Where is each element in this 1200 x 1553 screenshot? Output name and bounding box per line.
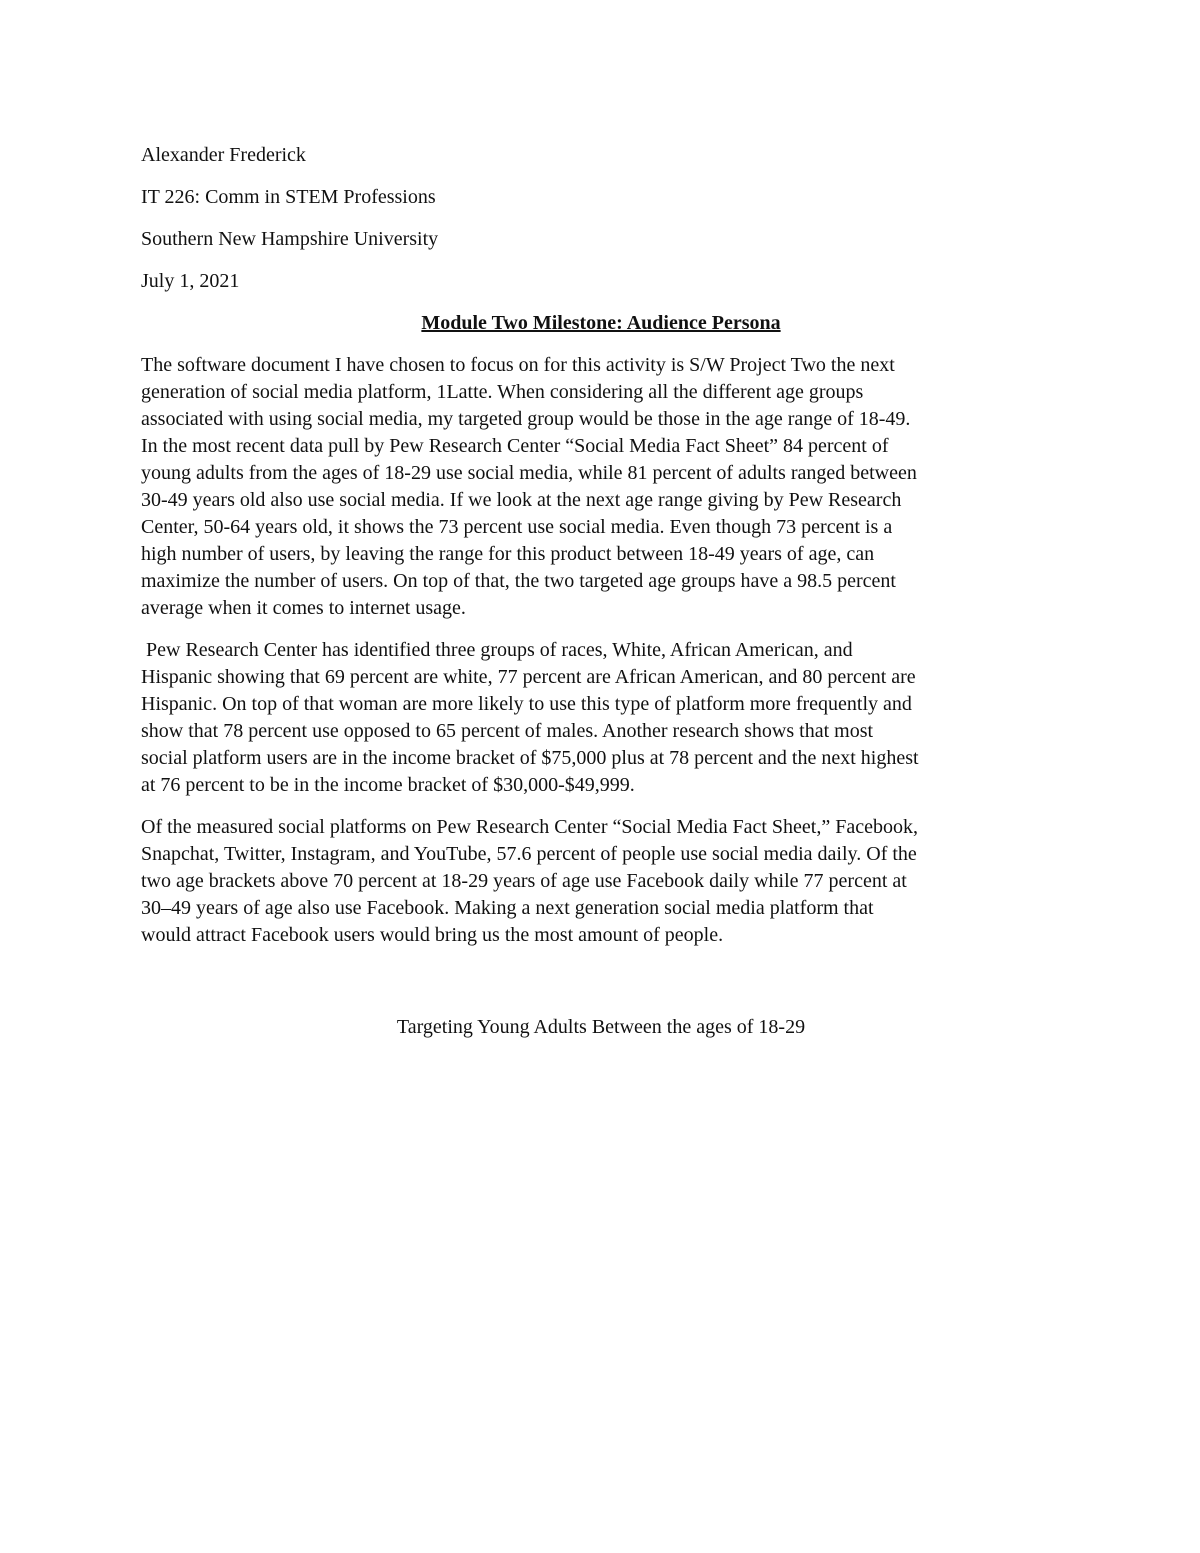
paragraph-line: generation of social media platform, 1Latte. When considering all the different age groups <box>141 381 864 403</box>
document-title: Module Two Milestone: Audience Persona <box>421 312 781 334</box>
author-name: Alexander Frederick <box>141 144 306 166</box>
paragraph-line: at 76 percent to be in the income bracket of $30,000-$49,999. <box>141 774 635 796</box>
paragraph-line: Pew Research Center has identified three groups of races, White, African American, and <box>141 639 853 661</box>
paragraph-line: show that 78 percent use opposed to 65 percent of males. Another research shows that most <box>141 720 874 742</box>
paragraph-line: two age brackets above 70 percent at 18-29 years of age use Facebook daily while 77 percent at <box>141 870 907 892</box>
paragraph-line: Of the measured social platforms on Pew Research Center “Social Media Fact Sheet,” Facebook, <box>141 816 918 838</box>
paragraph-1 <box>141 352 1061 622</box>
paragraph-line: 30-49 years old also use social media. If we look at the next age range giving by Pew Research <box>141 489 902 511</box>
paragraph-line: The software document I have chosen to focus on for this activity is S/W Project Two the next <box>141 354 895 376</box>
paragraph-line: Snapchat, Twitter, Instagram, and YouTube, 57.6 percent of people use social media daily. Of the <box>141 843 917 865</box>
paragraph-line: Hispanic. On top of that woman are more likely to use this type of platform more frequently and <box>141 693 912 715</box>
institution-name: Southern New Hampshire University <box>141 228 439 250</box>
paragraph-line: Center, 50-64 years old, it shows the 73 percent use social media. Even though 73 percent is a <box>141 516 893 538</box>
paragraph-line: social platform users are in the income bracket of $75,000 plus at 78 percent and the next highest <box>141 747 919 769</box>
document-date: July 1, 2021 <box>141 270 240 292</box>
paragraph-line: associated with using social media, my targeted group would be those in the age range of 18-49. <box>141 408 911 430</box>
document-body <box>141 142 1061 964</box>
paragraph-line: In the most recent data pull by Pew Research Center “Social Media Fact Sheet” 84 percent of <box>141 435 889 457</box>
section-heading: Targeting Young Adults Between the ages of 18-29 <box>396 1016 806 1038</box>
paragraph-line: high number of users, by leaving the range for this product between 18-49 years of age, can <box>141 543 875 565</box>
paragraph-3 <box>141 814 1061 949</box>
paragraph-line: 30–49 years of age also use Facebook. Making a next generation social media platform that <box>141 897 874 919</box>
paragraph-line: young adults from the ages of 18-29 use social media, while 81 percent of adults ranged between <box>141 462 917 484</box>
paragraph-line: maximize the number of users. On top of that, the two targeted age groups have a 98.5 percent <box>141 570 896 592</box>
paragraph-line: would attract Facebook users would bring us the most amount of people. <box>141 924 724 946</box>
course-name: IT 226: Comm in STEM Professions <box>141 186 436 208</box>
paragraph-line: Hispanic showing that 69 percent are white, 77 percent are African American, and 80 percent are <box>141 666 916 688</box>
paragraph-line: average when it comes to internet usage. <box>141 597 466 619</box>
paragraph-2 <box>141 637 1061 799</box>
